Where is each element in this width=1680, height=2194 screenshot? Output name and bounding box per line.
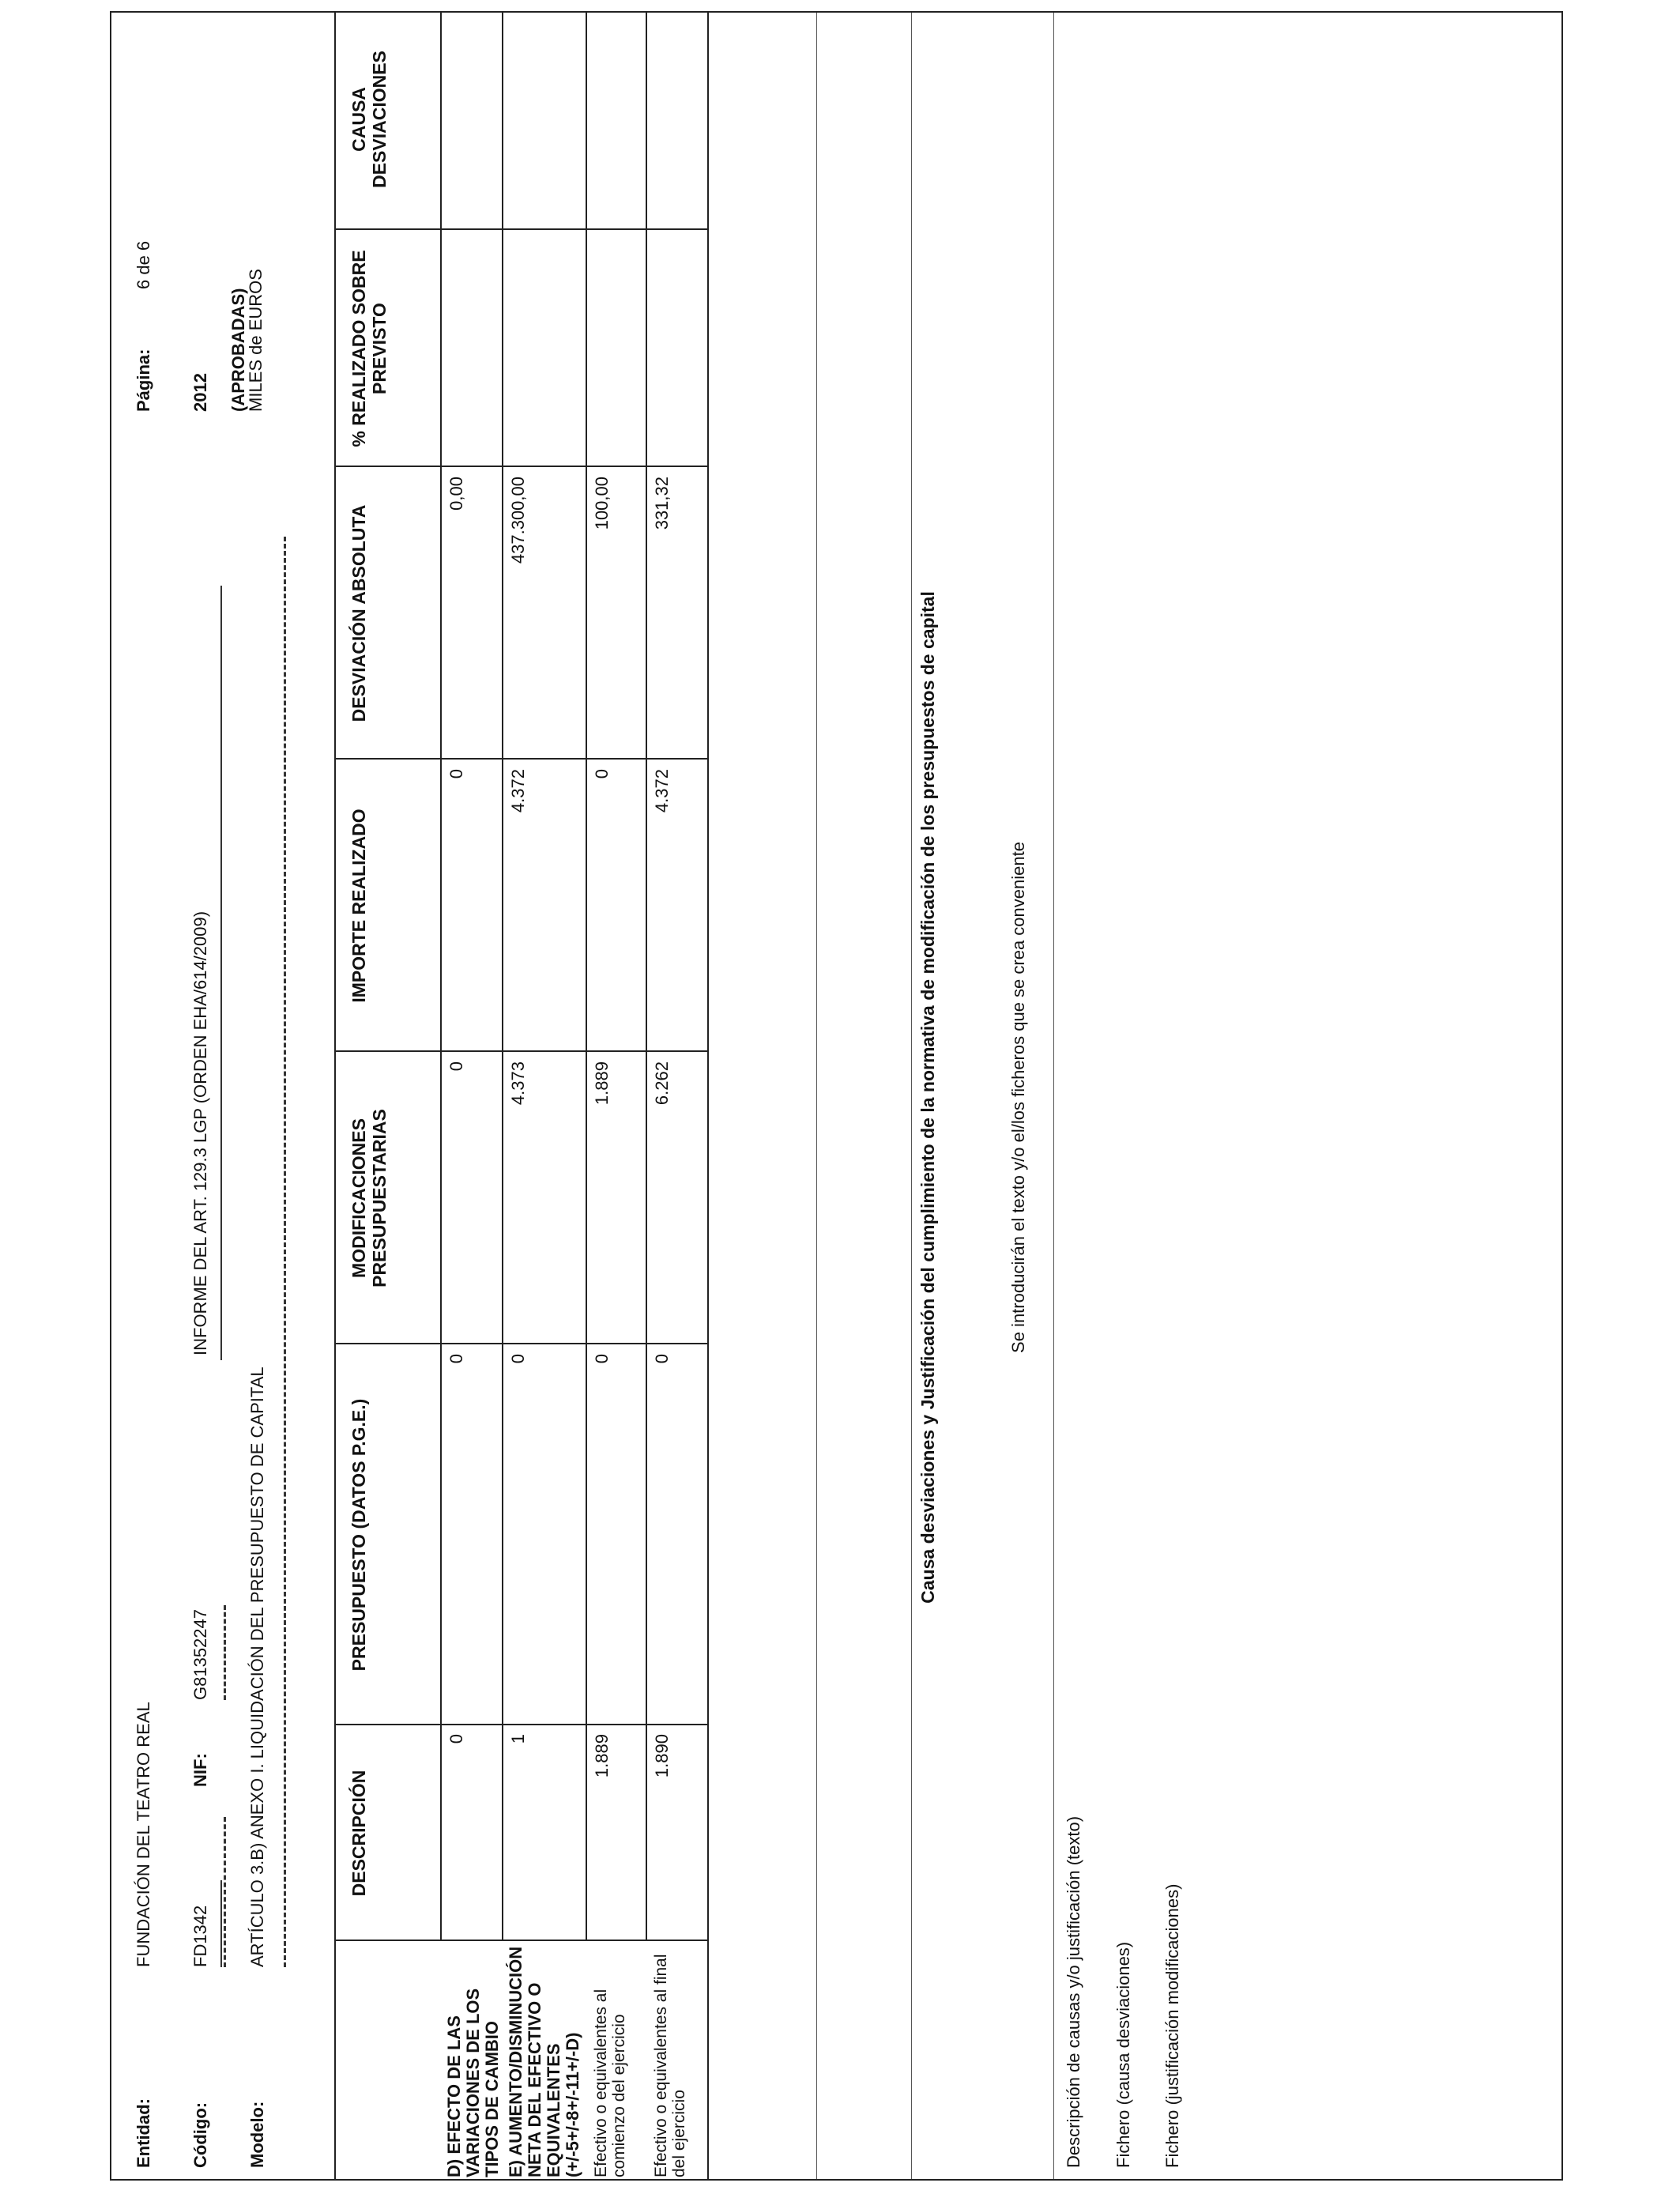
row4-modificaciones: 0 (652, 1354, 672, 1364)
col-divider (334, 228, 707, 230)
causa-line (911, 13, 912, 2181)
units: MILES de EUROS (246, 269, 266, 412)
row1-importe: 0 (446, 1061, 466, 1072)
row4-desc: Efectivo o equivalentes al final del ejercicio (652, 1954, 688, 2177)
row2-importe: 4.373 (508, 1061, 528, 1106)
year: 2012 (190, 373, 210, 412)
header-bottom-line (440, 13, 442, 1941)
row1-desviacion: 0 (446, 769, 466, 779)
informe-title: INFORME DEL ART. 129.3 LGP (ORDEN EHA/614/2009) (190, 910, 210, 1355)
modelo-label: Modelo: (247, 2101, 267, 2168)
rotated-page (111, 13, 1563, 2181)
col-header-causa: CAUSA DESVIACIONES (348, 51, 390, 188)
pagina-value: 6 de 6 (134, 240, 153, 289)
row3-desc: Efectivo o equivalentes al comienzo del ejercicio (592, 1989, 628, 2177)
codigo-dashes (224, 1817, 226, 1967)
row4-porcentaje: 331,32 (652, 477, 672, 530)
col-header-porcentaje: % REALIZADO SOBRE PREVISTO (348, 250, 390, 447)
nif-label: NIF: (190, 1753, 210, 1787)
row1-presupuesto: 0 (446, 1734, 466, 1744)
table-top-line (334, 13, 336, 2181)
row2-desc: E) AUMENTO/DISMINUCIÓN NETA DEL EFECTIVO O EQUIVALENTES (+/-5+/-8+/-11+/-D) (506, 1946, 582, 2177)
fichero-justificacion-label: Fichero (justificación modificaciones) (1162, 1883, 1182, 2168)
row3-porcentaje: 100,00 (592, 477, 612, 530)
row2-desviacion: 4.372 (508, 769, 528, 813)
pagina-label: Página: (134, 349, 153, 412)
row3-importe: 1.889 (592, 1061, 612, 1106)
codigo-underline (220, 1880, 222, 1967)
codigo-label: Código: (190, 2102, 210, 2168)
nif-value: G81352247 (190, 1609, 210, 1700)
row2-bottom-line (586, 13, 587, 1941)
col-header-importe: IMPORTE REALIZADO (348, 809, 369, 1003)
col-header-presupuesto: PRESUPUESTO (DATOS P.G.E.) (348, 1398, 369, 1672)
descripcion-label: Descripción de causas y/o justificación (texto) (1064, 1815, 1083, 2168)
col-header-descripcion: DESCRIPCIÓN (348, 1770, 369, 1897)
row2-modificaciones: 0 (508, 1354, 528, 1364)
table-bottom-line (707, 13, 709, 2181)
row2-porcentaje: 437.300,00 (508, 477, 528, 564)
entidad-label: Entidad: (134, 2098, 153, 2168)
codigo-value: FD1342 (190, 1905, 210, 1967)
informe-underline (220, 586, 222, 1360)
modelo-dashes (284, 537, 286, 1967)
aprobadas: (APROBADAS) (228, 288, 248, 412)
col-header-modificaciones: MODIFICACIONES PRESUPUESTARIAS (348, 1109, 390, 1287)
right-edge (111, 11, 1563, 13)
causa-line (816, 13, 817, 2181)
row3-modificaciones: 0 (592, 1354, 612, 1364)
modelo-value: ARTÍCULO 3.B) ANEXO I. LIQUIDACIÓN DEL PRESUPUESTO DE CAPITAL (247, 1367, 267, 1967)
row1-modificaciones: 0 (446, 1354, 466, 1364)
row3-bottom-line (646, 13, 647, 1941)
nif-dashes (224, 1605, 226, 1700)
row4-importe: 6.262 (652, 1061, 672, 1106)
col-header-desviacion: DESVIACIÓN ABSOLUTA (348, 504, 369, 722)
fichero-causa-label: Fichero (causa desviaciones) (1113, 1941, 1133, 2168)
causa-title: Causa desviaciones y Justificación del cumplimiento de la normativa de modificación de los presupuestos de capital (917, 591, 938, 1604)
entidad-value: FUNDACIÓN DEL TEATRO REAL (134, 1702, 153, 1967)
row1-porcentaje: 0,00 (446, 477, 466, 511)
row3-presupuesto: 1.889 (592, 1734, 612, 1778)
row4-presupuesto: 1.890 (652, 1734, 672, 1778)
causa-line (1053, 13, 1054, 2181)
page-frame (110, 11, 1563, 2181)
row1-desc: D) EFECTO DE LAS VARIACIONES DE LOS TIPOS DE CAMBIO (444, 1988, 502, 2177)
row1-bottom-line (502, 13, 503, 1941)
row2-presupuesto: 1 (508, 1734, 528, 1744)
row3-desviacion: 0 (592, 769, 612, 779)
row4-desviacion: 4.372 (652, 769, 672, 813)
col-divider (334, 466, 707, 467)
causa-note: Se introducirán el texto y/o el/los ficheros que se crea conveniente (1008, 842, 1028, 1353)
